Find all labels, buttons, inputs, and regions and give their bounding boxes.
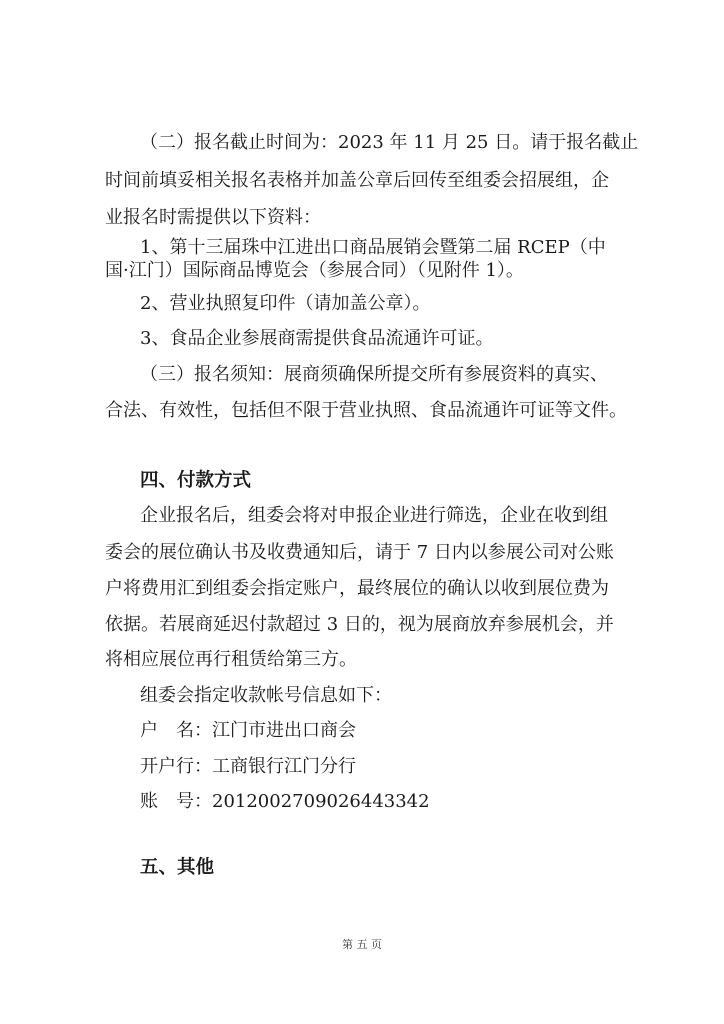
- list-item: 3、食品企业参展商需提供食品流通许可证。: [140, 328, 494, 349]
- account-name-label: 户 名：: [140, 720, 212, 741]
- page-number: 第 五 页: [342, 938, 382, 951]
- list-item: 国·江门）国际商品博览会（参展合同）（见附件 1）。: [105, 260, 524, 281]
- account-intro: 组委会指定收款帐号信息如下：: [140, 685, 392, 706]
- notice-line-1: （三）报名须知：展商须确保所提交所有参展资料的真实、: [140, 364, 608, 385]
- bank-label: 开户行：: [140, 756, 212, 777]
- deadline-line-1: （二）报名截止时间为：2023 年 11 月 25 日。请于报名截止: [140, 132, 639, 153]
- payment-para-line: 户将费用汇到组委会指定账户，最终展位的确认以收到展位费为: [105, 578, 609, 599]
- bank-row: [140, 754, 356, 780]
- account-name-value: 江门市进出口商会: [212, 720, 356, 741]
- payment-para-line: 企业报名后，组委会将对申报企业进行筛选，企业在收到组: [140, 505, 608, 526]
- payment-para-line: 委会的展位确认书及收费通知后，请于 7 日内以参展公司对公账: [105, 542, 614, 563]
- account-number-value: 2012002709026443342: [212, 791, 430, 812]
- payment-para-line: 依据。若展商延迟付款超过 3 日的，视为展商放弃参展机会，并: [105, 614, 614, 635]
- payment-para-line: 将相应展位再行租赁给第三方。: [105, 649, 357, 670]
- account-number-row: [140, 789, 430, 815]
- bank-value: 工商银行江门分行: [212, 756, 356, 777]
- deadline-line-3: 业报名时需提供以下资料：: [105, 207, 321, 228]
- notice-line-2: 合法、有效性，包括但不限于营业执照、食品流通许可证等文件。: [105, 400, 627, 421]
- account-name-row: [140, 718, 356, 744]
- list-item: 1、第十三届珠中江进出口商品展销会暨第二届 RCEP（中: [140, 237, 606, 258]
- deadline-line-2: 时间前填妥相关报名表格并加盖公章后回传至组委会招展组，企: [105, 170, 609, 191]
- other-heading: 五、其他: [140, 857, 215, 878]
- list-item: 2、营业执照复印件（请加盖公章）。: [140, 293, 431, 314]
- payment-heading: 四、付款方式: [140, 470, 252, 491]
- account-number-label: 账 号：: [140, 791, 212, 812]
